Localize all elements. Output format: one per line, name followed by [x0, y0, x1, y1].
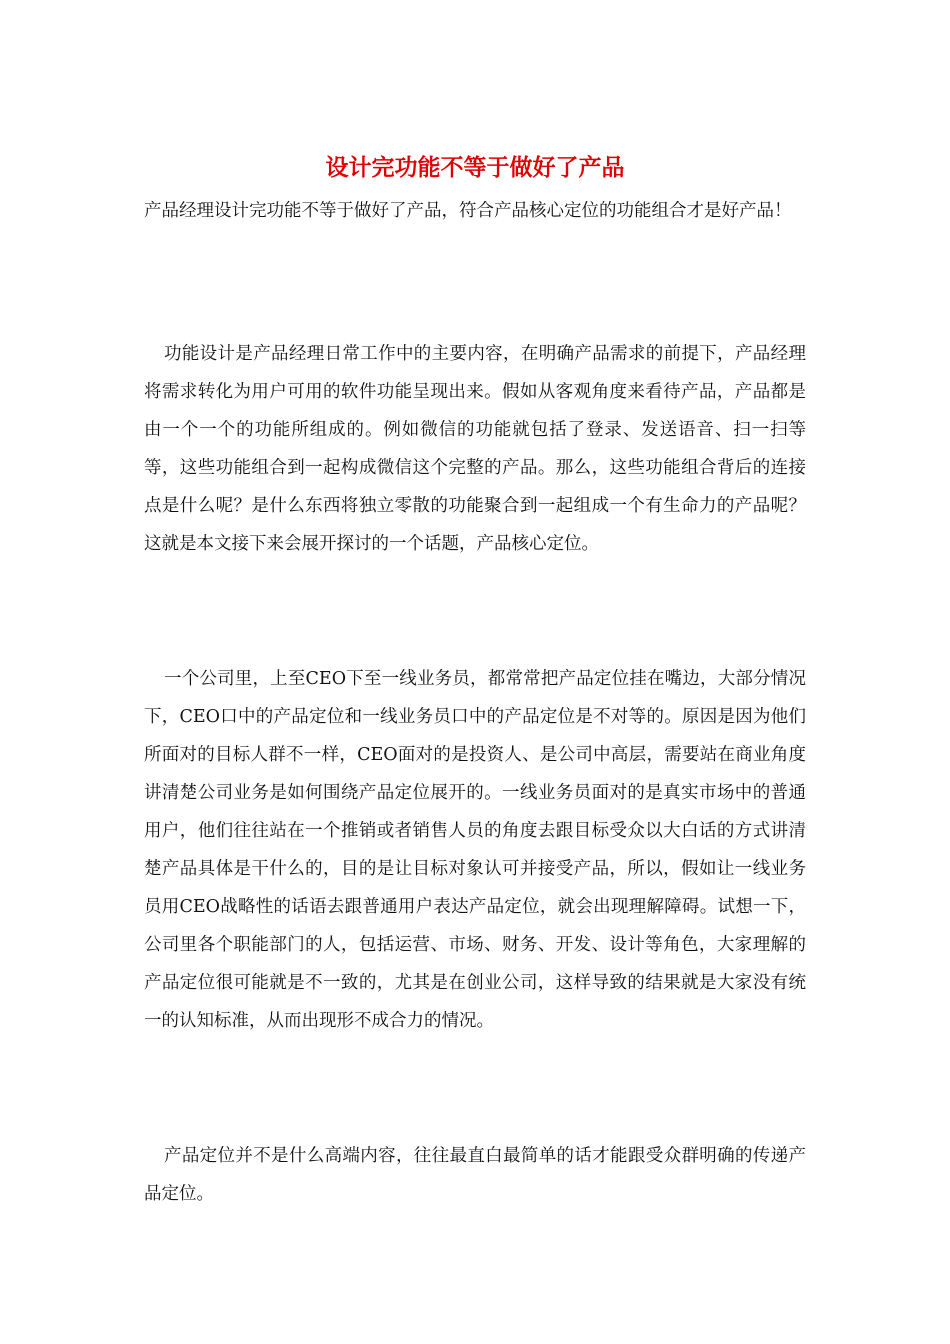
- body-paragraph-3: 产品定位并不是什么高端内容，往往最直白最简单的话才能跟受众群明确的传递产品定位。: [144, 1146, 806, 1204]
- intro-paragraph: 产品经理设计完功能不等于做好了产品，符合产品核心定位的功能组合才是好产品！: [144, 201, 792, 221]
- body-paragraph-2: 一个公司里，上至CEO下至一线业务员，都常常把产品定位挂在嘴边，大部分情况下，CEO口中的产品定位和一线业务员口中的产品定位是不对等的。原因是因为他们所面对的目标人群不一样，CEO面对的是投资人、是公司中高层，需要站在商业角度讲清楚公司业务是如何围绕产品定位展开的。一线业务员面对的是真实市场中的普通用户，他们往往站在一个推销或者销售人员的角度去跟目标受众以大白话的方式讲清楚产品具体是干什么的，目的是让目标对象认可并接受产品，所以，假如让一线业务员用CEO战略性的话语去跟普通用户表达产品定位，就会出现理解障碍。试想一下，公司里各个职能部门的人，包括运营、市场、财务、开发、设计等角色，大家理解的产品定位很可能就是不一致的，尤其是在创业公司，这样导致的结果就是大家没有统一的认知标准，从而出现形不成合力的情况。: [144, 669, 806, 1031]
- body-paragraph-1: 功能设计是产品经理日常工作中的主要内容，在明确产品需求的前提下，产品经理将需求转化为用户可用的软件功能呈现出来。假如从客观角度来看待产品，产品都是由一个一个的功能所组成的。例如微信的功能就包括了登录、发送语音、扫一扫等等，这些功能组合到一起构成微信这个完整的产品。那么，这些功能组合背后的连接点是什么呢？是什么东西将独立零散的功能聚合到一起组成一个有生命力的产品呢？这就是本文接下来会展开探讨的一个话题，产品核心定位。: [144, 344, 806, 554]
- document-title: 设计完功能不等于做好了产品: [325, 155, 625, 181]
